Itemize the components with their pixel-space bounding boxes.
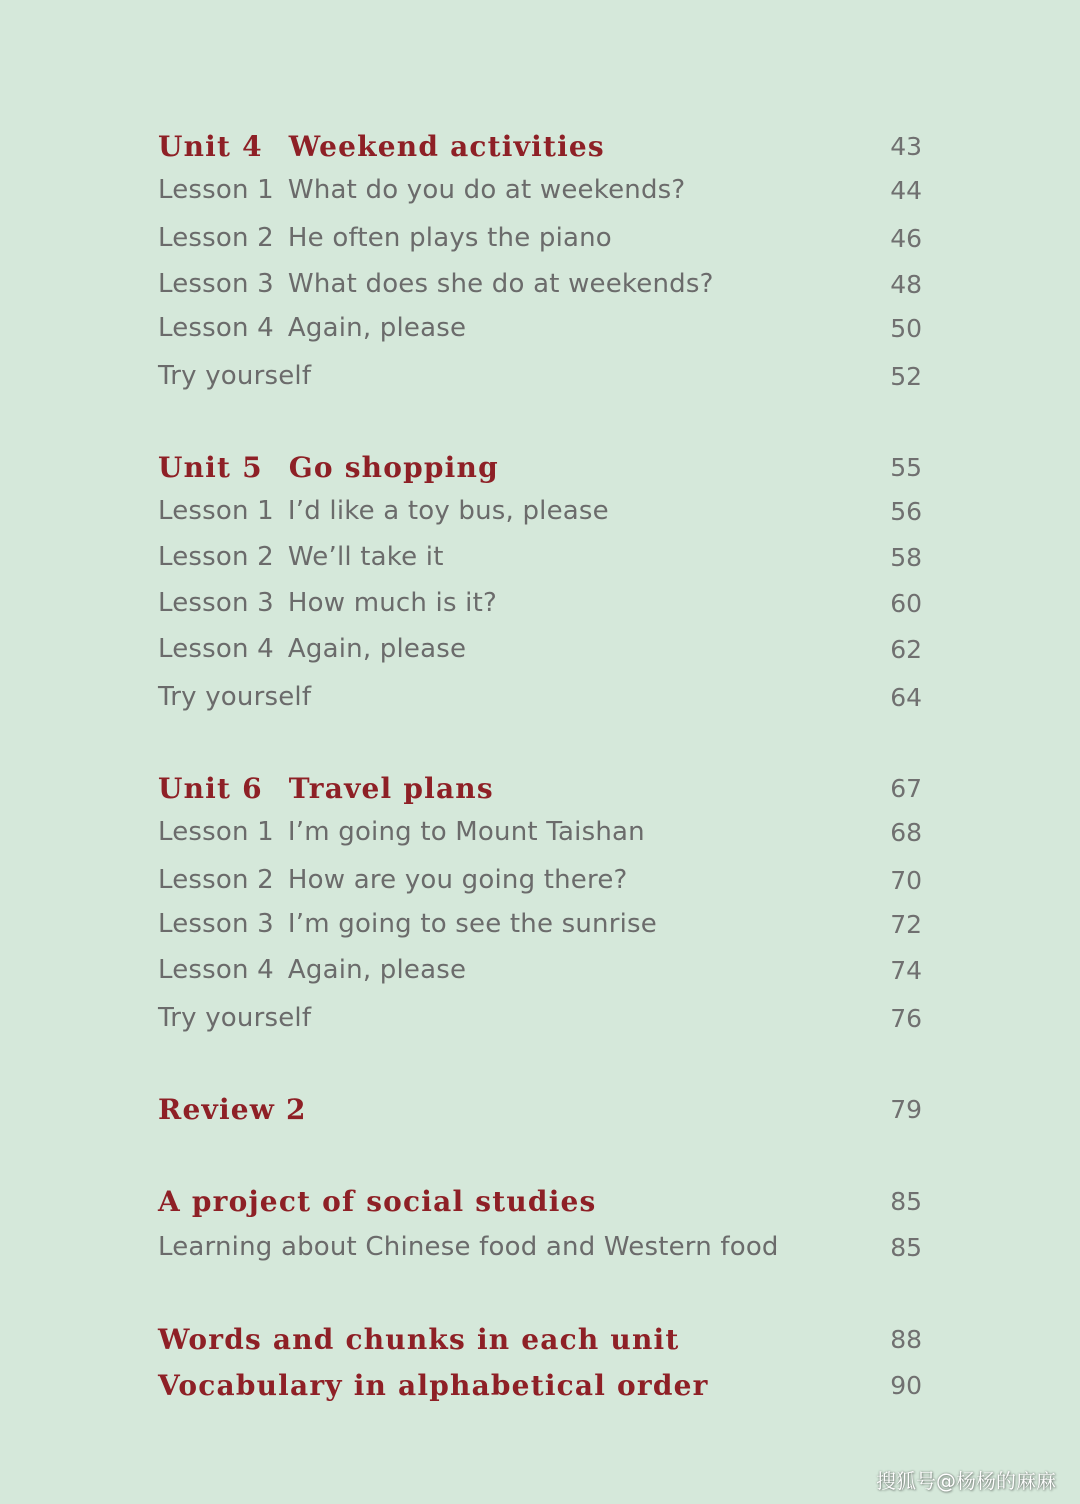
page-number: 72 — [890, 909, 922, 939]
toc-heading-title — [158, 772, 494, 805]
entry-title — [158, 496, 609, 526]
lesson-number: Lesson 2 — [158, 223, 274, 253]
toc-words-heading — [158, 1319, 922, 1359]
toc-review-2-heading — [158, 1089, 922, 1129]
lesson-number: Lesson 1 — [158, 175, 274, 205]
lesson-title: How are you going there? — [287, 865, 628, 895]
entry-title: Try yourself — [158, 682, 312, 712]
entry-title — [158, 542, 444, 572]
entry-title — [158, 817, 645, 847]
lesson-title: Again, please — [287, 955, 467, 985]
entry-title — [158, 909, 657, 939]
toc-entry — [158, 860, 922, 900]
toc-entry — [158, 950, 922, 990]
unit-title: Go shopping — [288, 450, 499, 484]
watermark: 搜狐号@杨杨的麻麻 — [876, 1469, 1056, 1493]
page-number: 62 — [890, 634, 922, 664]
lesson-number: Lesson 4 — [158, 313, 274, 343]
toc-entry — [158, 583, 922, 623]
unit-title: Weekend activities — [288, 129, 605, 163]
toc-entry — [158, 998, 922, 1038]
page-number: 58 — [890, 542, 922, 572]
entry-title — [158, 865, 628, 895]
toc-vocabulary-heading — [158, 1365, 922, 1405]
page-number: 48 — [890, 269, 922, 299]
toc-entry — [158, 356, 922, 396]
lesson-title: We’ll take it — [287, 542, 444, 572]
entry-title — [158, 313, 466, 343]
page-number: 44 — [890, 175, 922, 205]
page-number: 60 — [890, 588, 922, 618]
toc-unit-5-heading — [158, 447, 922, 487]
page-number: 67 — [890, 773, 922, 803]
lesson-title: Again, please — [287, 634, 467, 664]
lesson-title: He often plays the piano — [287, 223, 612, 253]
page-number: 90 — [890, 1370, 922, 1400]
lesson-title: I’d like a toy bus, please — [287, 496, 609, 526]
lesson-number: Lesson 4 — [158, 634, 274, 664]
lesson-number: Lesson 1 — [158, 496, 274, 526]
entry-title: Try yourself — [158, 361, 312, 391]
unit-number: Unit 5 — [158, 450, 263, 484]
lesson-number: Lesson 3 — [158, 909, 274, 939]
lesson-title: I’m going to Mount Taishan — [287, 817, 645, 847]
entry-title — [158, 175, 685, 205]
unit-number: Unit 4 — [158, 129, 263, 163]
lesson-title: What does she do at weekends? — [287, 269, 714, 299]
lesson-number: Lesson 4 — [158, 955, 274, 985]
lesson-number: Lesson 2 — [158, 865, 274, 895]
unit-number: Unit 6 — [158, 771, 263, 805]
page-number: 56 — [890, 496, 922, 526]
page-number: 74 — [890, 955, 922, 985]
toc-entry — [158, 218, 922, 258]
entry-title: Learning about Chinese food and Western food — [158, 1232, 779, 1262]
page-number: 85 — [890, 1232, 922, 1262]
lesson-title: I’m going to see the sunrise — [287, 909, 657, 939]
unit-title: Travel plans — [288, 771, 494, 805]
page-number: 68 — [890, 817, 922, 847]
toc-heading-title: Words and chunks in each unit — [158, 1322, 680, 1356]
page-number: 64 — [890, 682, 922, 712]
toc-unit-6-heading — [158, 768, 922, 808]
page-number: 46 — [890, 223, 922, 253]
page-number: 88 — [890, 1324, 922, 1354]
lesson-number: Lesson 2 — [158, 542, 274, 572]
toc-entry — [158, 677, 922, 717]
page-number: 76 — [890, 1003, 922, 1033]
toc-project-heading — [158, 1181, 922, 1221]
toc-heading-title: Vocabulary in alphabetical order — [158, 1368, 709, 1402]
lesson-number: Lesson 3 — [158, 588, 274, 618]
toc-heading-title: Review 2 — [158, 1092, 307, 1126]
page-number: 43 — [890, 131, 922, 161]
page-number: 55 — [890, 452, 922, 482]
page-number: 70 — [890, 865, 922, 895]
entry-title — [158, 634, 466, 664]
toc-entry — [158, 904, 922, 944]
toc-entry — [158, 491, 922, 531]
toc-heading-title — [158, 451, 499, 484]
toc-entry — [158, 629, 922, 669]
toc-entry — [158, 308, 922, 348]
toc-entry — [158, 170, 922, 210]
toc-heading-title — [158, 130, 605, 163]
page-number: 79 — [890, 1094, 922, 1124]
toc-heading-title: A project of social studies — [158, 1184, 597, 1218]
toc-entry — [158, 812, 922, 852]
page-number: 52 — [890, 361, 922, 391]
lesson-title: Again, please — [287, 313, 467, 343]
table-of-contents — [158, 0, 922, 1504]
lesson-title: How much is it? — [287, 588, 498, 618]
lesson-number: Lesson 3 — [158, 269, 274, 299]
entry-title — [158, 588, 497, 618]
toc-entry — [158, 537, 922, 577]
page-number: 50 — [890, 313, 922, 343]
entry-title — [158, 269, 714, 299]
toc-entry — [158, 1227, 922, 1267]
entry-title: Try yourself — [158, 1003, 312, 1033]
lesson-title: What do you do at weekends? — [287, 175, 686, 205]
toc-unit-4-heading — [158, 126, 922, 166]
entry-title — [158, 223, 612, 253]
page-number: 85 — [890, 1186, 922, 1216]
toc-entry — [158, 264, 922, 304]
lesson-number: Lesson 1 — [158, 817, 274, 847]
entry-title — [158, 955, 466, 985]
